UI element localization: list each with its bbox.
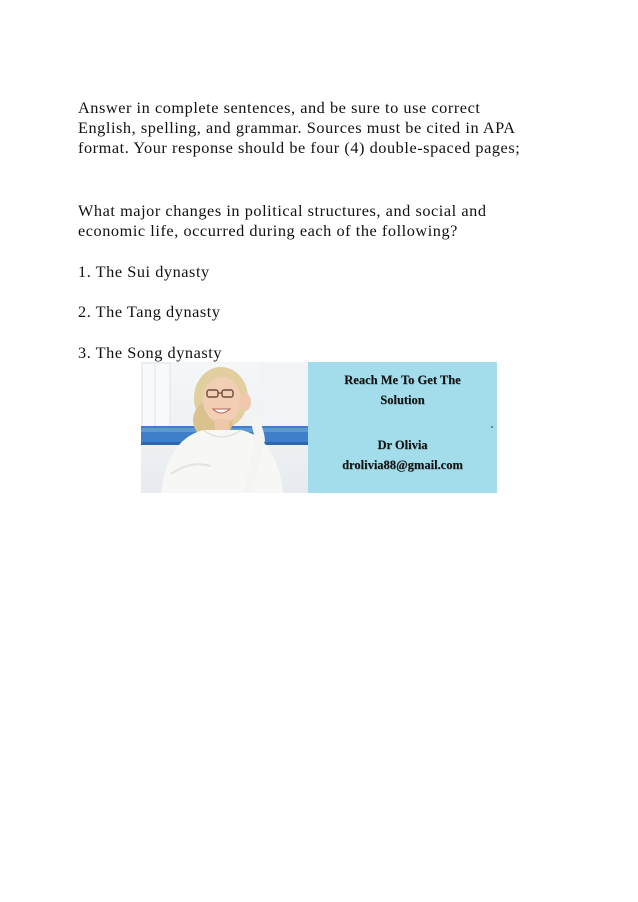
instructions-line-3: format. Your response should be four (4) double-spaced pages; [78, 138, 521, 157]
ad-headline-line-2: Solution [380, 393, 425, 407]
list-item-tang: 2. The Tang dynasty [78, 302, 221, 321]
contact-ad-banner [141, 362, 497, 493]
ad-headline-line-1: Reach Me To Get The [344, 373, 461, 387]
contact-email[interactable]: drolivia88@gmail.com [342, 458, 463, 472]
instructions-line-2: English, spelling, and grammar. Sources must be cited in APA [78, 118, 516, 137]
decorative-dot [491, 426, 493, 428]
portrait-illustration [141, 362, 308, 493]
contact-name: Dr Olivia [377, 438, 428, 452]
list-item-sui: 1. The Sui dynasty [78, 262, 210, 281]
list-item-song: 3. The Song dynasty [78, 343, 223, 362]
contact-info-panel [308, 362, 497, 493]
question-line-1: What major changes in political structures, and social and [78, 201, 487, 220]
woman-portrait-photo [141, 362, 308, 493]
question-line-2: economic life, occurred during each of the following? [78, 221, 458, 240]
instructions-line-1: Answer in complete sentences, and be sure to use correct [78, 98, 481, 117]
